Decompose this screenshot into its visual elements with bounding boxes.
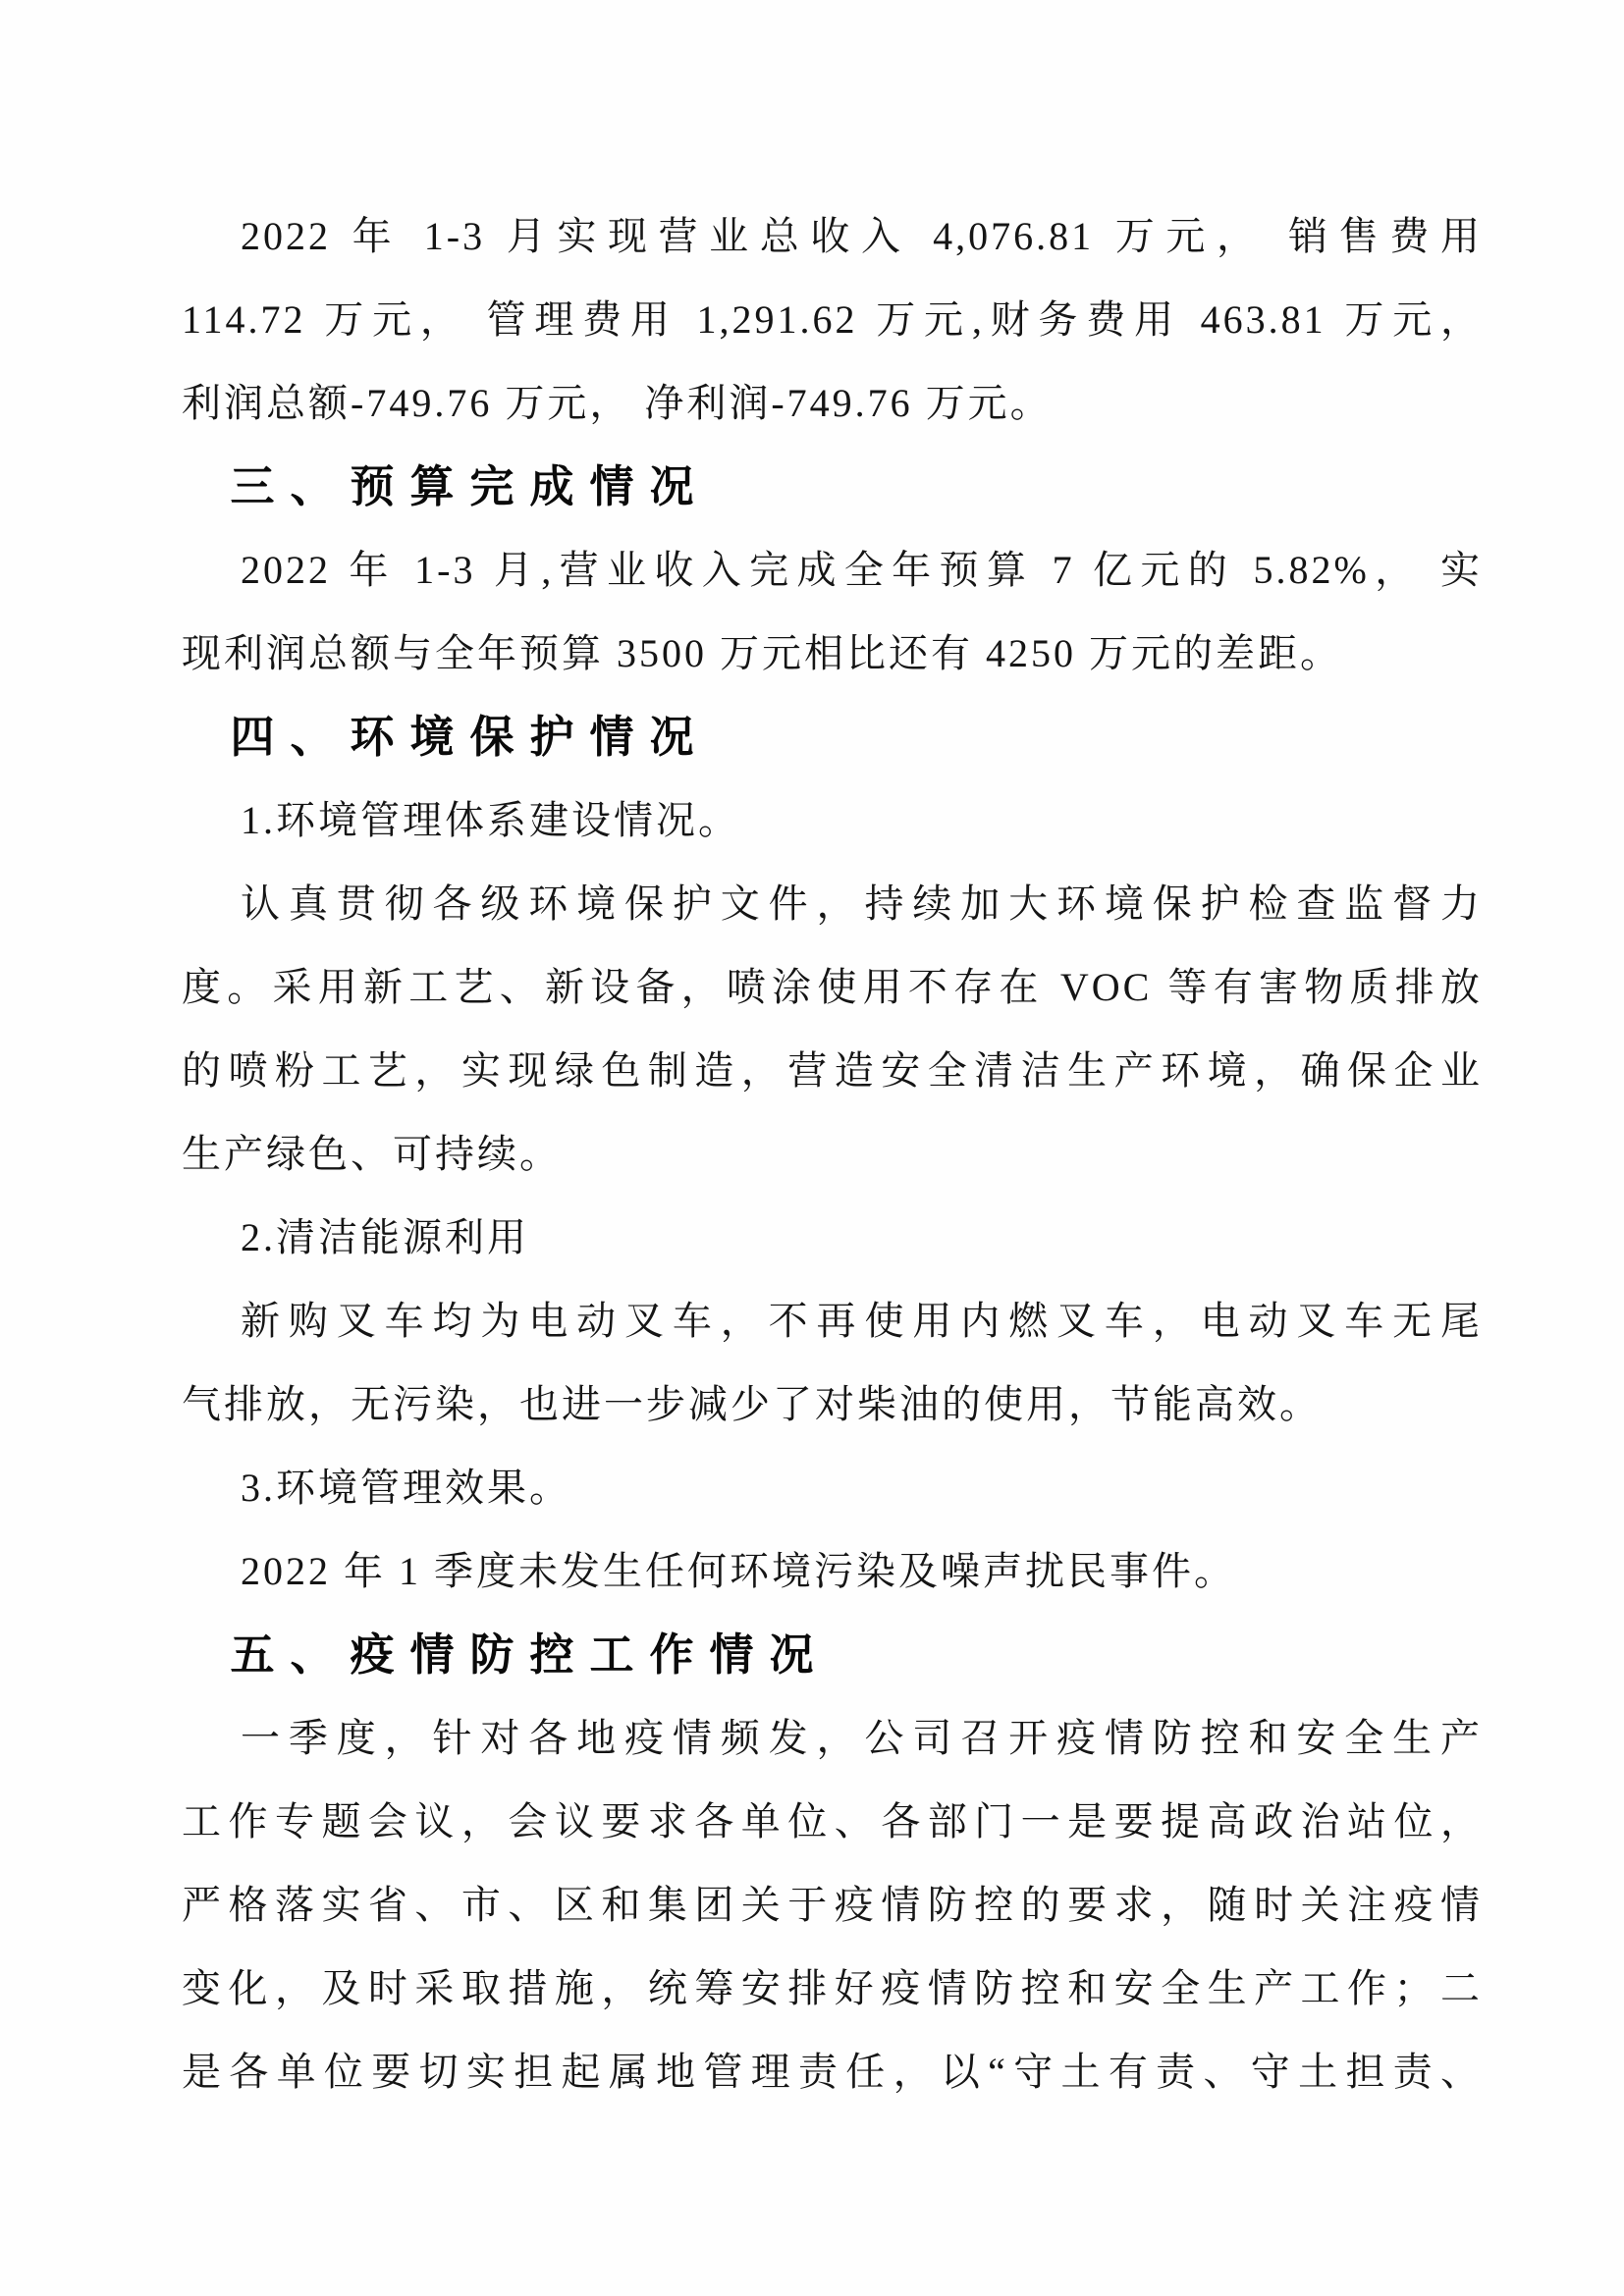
text-line: 2022 年 1-3 月实现营业总收入 4,076.81 万元， 销售费用 [241,214,1483,258]
text-line: 度。采用新工艺、新设备，喷涂使用不存在 VOC 等有害物质排放 [182,965,1483,1009]
text-line: 2022 年 1 季度未发生任何环境污染及噪声扰民事件。 [241,1549,1236,1593]
text-line: 严格落实省、市、区和集团关于疫情防控的要求，随时关注疫情 [182,1883,1483,1927]
text-line: 3.环境管理效果。 [241,1466,571,1510]
text-line: 的喷粉工艺，实现绿色制造，营造安全清洁生产环境，确保企业 [182,1048,1483,1093]
text-line: 1.环境管理体系建设情况。 [241,798,740,842]
text-line: 生产绿色、可持续。 [182,1132,562,1176]
document-body [182,194,1483,2113]
section-heading: 三、预算完成情况 [230,461,710,511]
text-line: 利润总额-749.76 万元， 净利润-749.76 万元。 [182,381,1053,425]
text-line: 2022 年 1-3 月,营业收入完成全年预算 7 亿元的 5.82%， 实 [241,548,1483,592]
text-line: 变化，及时采取措施，统筹安排好疫情防控和安全生产工作；二 [182,1966,1483,2010]
text-line: 气排放，无污染，也进一步减少了对柴油的使用，节能高效。 [182,1382,1322,1426]
text-line: 新购叉车均为电动叉车，不再使用内燃叉车，电动叉车无尾 [241,1299,1483,1343]
text-line: 现利润总额与全年预算 3500 万元相比还有 4250 万元的差距。 [182,631,1342,675]
text-line: 一季度，针对各地疫情频发，公司召开疫情防控和安全生产 [241,1716,1483,1760]
text-line: 工作专题会议，会议要求各单位、各部门一是要提高政治站位， [182,1799,1483,1843]
text-line: 2.清洁能源利用 [241,1215,529,1259]
text-line: 是各单位要切实担起属地管理责任，以“守土有责、守土担责、 [182,2050,1483,2094]
text-line: 114.72 万元， 管理费用 1,291.62 万元,财务费用 463.81 万元， [182,297,1483,342]
section-heading: 五、疫情防控工作情况 [230,1629,830,1680]
section-heading: 四、环境保护情况 [230,712,710,762]
text-line: 认真贯彻各级环境保护文件，持续加大环境保护检查监督力 [241,881,1483,926]
